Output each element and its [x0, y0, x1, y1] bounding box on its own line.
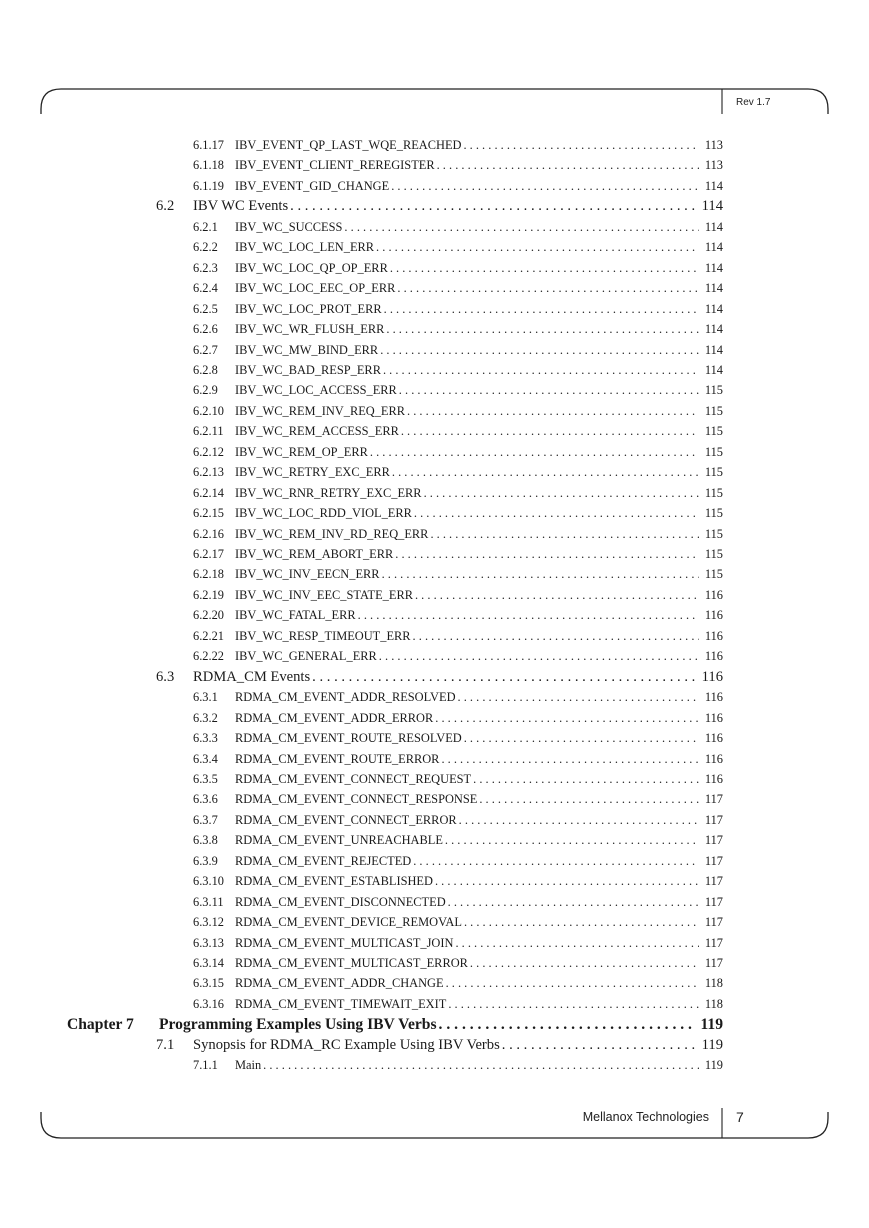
toc-entry-number: 6.2.9 [193, 383, 218, 398]
toc-entry[interactable] [193, 731, 723, 749]
toc-entry-number: 6.2.12 [193, 444, 224, 459]
toc-entry-page: 117 [704, 874, 723, 889]
page-number: 7 [736, 1109, 744, 1125]
toc-entry[interactable] [193, 1058, 723, 1076]
toc-entry-page: 116 [704, 771, 723, 786]
toc-entry[interactable] [156, 1037, 723, 1057]
toc-entry-title: RDMA_CM_EVENT_ADDR_ERROR [235, 710, 434, 725]
toc-entry-number: 6.3.13 [193, 935, 224, 950]
toc-dot-leader [448, 895, 699, 910]
toc-entry[interactable] [193, 854, 723, 872]
toc-entry-page: 118 [704, 976, 723, 991]
toc-entry-number: 6.2.16 [193, 526, 224, 541]
toc-entry-number: 6.3.7 [193, 812, 218, 827]
toc-entry-title: RDMA_CM_EVENT_ADDR_RESOLVED [235, 690, 456, 705]
toc-entry-title: RDMA_CM_EVENT_CONNECT_ERROR [235, 812, 457, 827]
toc-entry-page: 117 [704, 812, 723, 827]
toc-dot-leader [413, 854, 699, 869]
toc-entry-page: 119 [701, 1036, 723, 1053]
toc-entry-number: 6.3.12 [193, 915, 224, 930]
toc-entry[interactable] [193, 588, 723, 606]
toc-entry-title: IBV_WC_REM_ABORT_ERR [235, 547, 394, 561]
toc-entry-page: 117 [704, 792, 723, 807]
toc-entry[interactable] [193, 404, 723, 422]
toc-dot-leader [392, 465, 699, 480]
toc-dot-leader [424, 486, 699, 501]
toc-entry[interactable] [193, 179, 723, 197]
toc-dot-leader [290, 198, 696, 215]
toc-entry[interactable] [193, 997, 723, 1015]
toc-entry-page: 114 [701, 198, 723, 215]
toc-entry[interactable] [193, 240, 723, 258]
toc-entry-number: 6.2.7 [193, 342, 218, 357]
toc-entry-page: 114 [704, 362, 723, 377]
toc-entry[interactable] [193, 936, 723, 954]
toc-dot-leader [390, 261, 699, 276]
toc-entry-title: IBV_WC_LOC_QP_OP_ERR [235, 260, 388, 275]
toc-entry[interactable] [193, 322, 723, 340]
toc-entry-title: IBV_WC_INV_EECN_ERR [235, 567, 380, 582]
toc-entry-page: 114 [704, 322, 723, 337]
toc-entry-title: RDMA_CM_EVENT_MULTICAST_JOIN [235, 935, 454, 950]
toc-entry-title: RDMA_CM_EVENT_CONNECT_REQUEST [235, 771, 472, 786]
toc-entry-title: IBV_WC_GENERAL_ERR [235, 649, 377, 664]
toc-entry-page: 114 [704, 219, 723, 234]
toc-entry-page: 113 [704, 158, 723, 173]
toc-dot-leader [379, 649, 699, 664]
toc-entry[interactable] [193, 424, 723, 442]
toc-dot-leader [358, 608, 699, 623]
toc-entry-page: 114 [704, 178, 723, 193]
toc-entry-title: RDMA_CM_EVENT_ADDR_CHANGE [235, 976, 444, 991]
toc-dot-leader [414, 506, 699, 521]
toc-entry-page: 115 [704, 383, 723, 398]
toc-entry-number: 6.2.2 [193, 240, 218, 255]
toc-entry-number: 7.1.1 [193, 1058, 218, 1073]
toc-entry-title: IBV_WC_LOC_LEN_ERR [235, 240, 375, 255]
toc-dot-leader [473, 772, 699, 787]
toc-entry-title: IBV_WC_REM_ACCESS_ERR [235, 424, 399, 439]
toc-entry-number: 6.2.6 [193, 322, 218, 337]
toc-entry-page: 115 [704, 403, 723, 418]
toc-entry-number: 6.2 [156, 198, 175, 215]
toc-entry-page: 114 [704, 281, 723, 296]
toc-entry-number: Chapter 7 [67, 1016, 134, 1034]
toc-entry[interactable] [193, 465, 723, 483]
toc-entry-page: 119 [700, 1016, 723, 1034]
toc-entry-page: 116 [704, 690, 723, 705]
toc-entry-title: IBV_EVENT_GID_CHANGE [235, 178, 390, 193]
toc-entry-number: 6.3.10 [193, 874, 224, 889]
toc-dot-leader [413, 629, 699, 644]
toc-entry-page: 117 [704, 915, 723, 930]
toc-entry[interactable] [193, 772, 723, 790]
toc-entry-page: 116 [704, 751, 723, 766]
toc-entry-title: RDMA_CM Events [193, 668, 311, 685]
toc-entry-page: 116 [704, 649, 723, 664]
toc-entry-title: IBV_WC_LOC_PROT_ERR [235, 301, 382, 316]
toc-dot-leader [435, 874, 699, 889]
toc-dot-leader [459, 813, 699, 828]
toc-dot-leader [458, 690, 699, 705]
toc-entry-page: 116 [701, 668, 723, 685]
toc-entry-title: IBV_WC_SUCCESS [235, 219, 343, 234]
toc-dot-leader [370, 445, 699, 460]
toc-entry[interactable] [193, 874, 723, 892]
toc-entry-page: 115 [704, 567, 723, 582]
toc-entry-title: IBV_WC_REM_OP_ERR [235, 444, 368, 459]
toc-entry-page: 118 [704, 996, 723, 1011]
toc-entry-title: IBV_WC_RNR_RETRY_EXC_ERR [235, 485, 422, 500]
toc-entry[interactable] [193, 792, 723, 810]
toc-dot-leader [395, 547, 699, 562]
toc-dot-leader [382, 567, 699, 582]
toc-dot-leader [401, 424, 699, 439]
toc-entry[interactable] [193, 895, 723, 913]
toc-dot-leader [415, 588, 699, 603]
toc-entry-number: 6.2.4 [193, 281, 218, 296]
toc-entry[interactable] [193, 383, 723, 401]
toc-entry[interactable] [193, 281, 723, 299]
toc-dot-leader [446, 976, 699, 991]
toc-entry-number: 6.2.8 [193, 362, 218, 377]
header-rule [41, 89, 828, 114]
toc-entry-title: IBV_WC_MW_BIND_ERR [235, 342, 379, 357]
toc-entry-title: IBV_WC_BAD_RESP_ERR [235, 362, 381, 377]
toc-entry-page: 114 [704, 342, 723, 357]
toc-entry-number: 6.3.3 [193, 731, 218, 746]
toc-entry[interactable] [193, 976, 723, 994]
toc-entry-page: 117 [704, 853, 723, 868]
toc-entry[interactable] [193, 158, 723, 176]
toc-dot-leader [502, 1037, 696, 1054]
toc-entry-number: 6.2.3 [193, 260, 218, 275]
toc-entry-title: IBV_EVENT_QP_LAST_WQE_REACHED [235, 138, 462, 152]
toc-entry-page: 116 [704, 710, 723, 725]
toc-entry-number: 6.3.2 [193, 710, 218, 725]
toc-entry[interactable] [193, 486, 723, 504]
toc-entry-title: RDMA_CM_EVENT_CONNECT_RESPONSE [235, 792, 478, 807]
toc-dot-leader [448, 997, 699, 1012]
toc-entry-number: 6.3.14 [193, 956, 224, 970]
toc-entry[interactable] [193, 649, 723, 667]
toc-entry-page: 116 [704, 628, 723, 643]
toc-entry-number: 6.2.13 [193, 465, 224, 480]
toc-dot-leader [383, 363, 699, 378]
toc-entry-number: 6.3.4 [193, 751, 218, 766]
toc-entry-page: 115 [704, 526, 723, 541]
toc-entry-number: 6.2.21 [193, 628, 224, 643]
toc-entry-number: 6.3.11 [193, 894, 224, 909]
toc-dot-leader [380, 343, 699, 358]
toc-entry-number: 6.2.19 [193, 587, 224, 602]
toc-entry-page: 116 [704, 587, 723, 602]
toc-entry[interactable] [193, 261, 723, 279]
toc-dot-leader [470, 956, 699, 971]
toc-entry-title: IBV_WC_INV_EEC_STATE_ERR [235, 587, 413, 602]
toc-entry[interactable] [193, 363, 723, 381]
toc-entry-page: 113 [704, 138, 723, 152]
toc-entry-page: 115 [704, 465, 723, 480]
toc-entry-title: RDMA_CM_EVENT_TIMEWAIT_EXIT [235, 996, 447, 1011]
toc-entry-title: IBV_WC_REM_INV_REQ_ERR [235, 403, 406, 418]
toc-entry-title: IBV_WC_LOC_RDD_VIOL_ERR [235, 506, 412, 521]
toc-dot-leader [441, 752, 698, 767]
toc-entry-title: RDMA_CM_EVENT_DISCONNECTED [235, 894, 446, 909]
toc-entry-title: Programming Examples Using IBV Verbs [159, 1016, 437, 1034]
toc-entry[interactable] [193, 711, 723, 729]
toc-entry-title: Synopsis for RDMA_RC Example Using IBV Verbs [193, 1036, 500, 1053]
toc-dot-leader [479, 792, 699, 807]
toc-entry-number: 6.2.18 [193, 567, 224, 582]
toc-dot-leader [344, 220, 698, 235]
toc-entry[interactable] [156, 198, 723, 218]
toc-dot-leader [464, 915, 699, 930]
toc-entry-title: RDMA_CM_EVENT_ROUTE_RESOLVED [235, 731, 462, 746]
toc-entry[interactable] [193, 752, 723, 770]
toc-dot-leader [376, 240, 699, 255]
toc-entry-title: RDMA_CM_EVENT_ROUTE_ERROR [235, 751, 440, 766]
toc-entry-title: Main [235, 1058, 262, 1073]
toc-entry-page: 114 [704, 301, 723, 316]
toc-entry[interactable] [193, 608, 723, 626]
toc-dot-leader [435, 711, 699, 726]
toc-entry-title: IBV_WC_LOC_EEC_OP_ERR [235, 281, 396, 296]
footer-rule [41, 1112, 828, 1138]
toc-entry-page: 116 [704, 731, 723, 746]
toc-entry-page: 116 [704, 608, 723, 623]
toc-entry-number: 6.3.16 [193, 996, 224, 1011]
toc-entry[interactable] [193, 833, 723, 851]
toc-entry[interactable] [193, 138, 723, 156]
toc-entry-number: 6.2.1 [193, 219, 218, 234]
toc-entry-title: IBV_WC_FATAL_ERR [235, 608, 356, 623]
toc-dot-leader [312, 669, 695, 686]
toc-entry-page: 117 [704, 833, 723, 848]
toc-entry-title: IBV_WC_RESP_TIMEOUT_ERR [235, 628, 411, 643]
toc-dot-leader [439, 1016, 695, 1034]
toc-entry[interactable] [193, 220, 723, 238]
toc-entry-number: 6.2.14 [193, 485, 224, 500]
toc-entry-page: 115 [704, 444, 723, 459]
toc-dot-leader [407, 404, 699, 419]
toc-dot-leader [437, 158, 699, 173]
toc-entry[interactable] [156, 669, 723, 689]
toc-entry-title: IBV_WC_REM_INV_RD_REQ_ERR [235, 526, 429, 541]
toc-entry-page: 117 [704, 956, 723, 970]
toc-entry-title: IBV WC Events [193, 198, 289, 215]
toc-entry-title: IBV_WC_RETRY_EXC_ERR [235, 465, 390, 480]
toc-entry[interactable] [193, 567, 723, 585]
toc-entry-title: RDMA_CM_EVENT_ESTABLISHED [235, 874, 433, 889]
toc-entry[interactable] [193, 506, 723, 524]
toc-entry-page: 115 [704, 506, 723, 521]
toc-entry[interactable] [193, 547, 723, 565]
toc-entry-page: 115 [704, 547, 723, 561]
toc-dot-leader [430, 527, 698, 542]
toc-dot-leader [386, 322, 698, 337]
toc-entry-number: 6.2.20 [193, 608, 224, 623]
toc-entry-title: IBV_EVENT_CLIENT_REREGISTER [235, 158, 435, 173]
toc-dot-leader [263, 1058, 699, 1073]
toc-entry-number: 6.2.5 [193, 301, 218, 316]
toc-entry-number: 6.1.17 [193, 138, 224, 152]
toc-entry-number: 6.3.5 [193, 771, 218, 786]
toc-entry-number: 6.2.15 [193, 506, 224, 521]
toc-entry[interactable] [193, 915, 723, 933]
toc-entry[interactable] [193, 527, 723, 545]
toc-entry-page: 117 [704, 935, 723, 950]
toc-entry-number: 6.2.22 [193, 649, 224, 664]
toc-entry-number: 6.1.18 [193, 158, 224, 173]
toc-entry[interactable] [193, 629, 723, 647]
toc-dot-leader [399, 383, 699, 398]
toc-entry[interactable] [193, 690, 723, 708]
toc-entry[interactable] [193, 956, 723, 974]
toc-entry-number: 6.3.1 [193, 690, 218, 705]
toc-entry-number: 6.1.19 [193, 178, 224, 193]
toc-entry-number: 6.3.9 [193, 853, 218, 868]
toc-entry[interactable] [193, 302, 723, 320]
toc-dot-leader [463, 138, 698, 153]
toc-entry-page: 115 [704, 485, 723, 500]
toc-entry-title: IBV_WC_WR_FLUSH_ERR [235, 322, 385, 337]
toc-dot-leader [445, 833, 699, 848]
toc-entry[interactable] [193, 813, 723, 831]
toc-entry-title: RDMA_CM_EVENT_UNREACHABLE [235, 833, 443, 848]
toc-dot-leader [391, 179, 699, 194]
toc-entry-title: RDMA_CM_EVENT_DEVICE_REMOVAL [235, 915, 462, 930]
footer-company: Mellanox Technologies [582, 1110, 709, 1124]
toc-entry-page: 115 [704, 424, 723, 439]
toc-dot-leader [455, 936, 698, 951]
toc-entry-number: 6.3 [156, 668, 175, 685]
toc-entry-page: 117 [704, 894, 723, 909]
toc-entry-number: 6.2.17 [193, 547, 224, 561]
toc-dot-leader [384, 302, 699, 317]
toc-entry-title: RDMA_CM_EVENT_REJECTED [235, 853, 412, 868]
toc-dot-leader [464, 731, 699, 746]
toc-entry-title: IBV_WC_LOC_ACCESS_ERR [235, 383, 397, 398]
toc-entry-number: 6.2.11 [193, 424, 224, 439]
toc-entry-number: 6.3.8 [193, 833, 218, 848]
toc-entry-page: 114 [704, 240, 723, 255]
toc-entry-number: 6.2.10 [193, 403, 224, 418]
toc-entry-page: 114 [704, 260, 723, 275]
revision-label: Rev 1.7 [736, 97, 771, 108]
toc-entry-number: 6.3.6 [193, 792, 218, 807]
toc-entry-page: 119 [704, 1058, 723, 1073]
toc-dot-leader [397, 281, 698, 296]
toc-entry[interactable] [193, 445, 723, 463]
toc-entry-number: 6.3.15 [193, 976, 224, 991]
toc-entry-title: RDMA_CM_EVENT_MULTICAST_ERROR [235, 956, 468, 970]
toc-entry[interactable] [67, 1016, 723, 1036]
toc-entry[interactable] [193, 343, 723, 361]
toc-entry-number: 7.1 [156, 1036, 175, 1053]
